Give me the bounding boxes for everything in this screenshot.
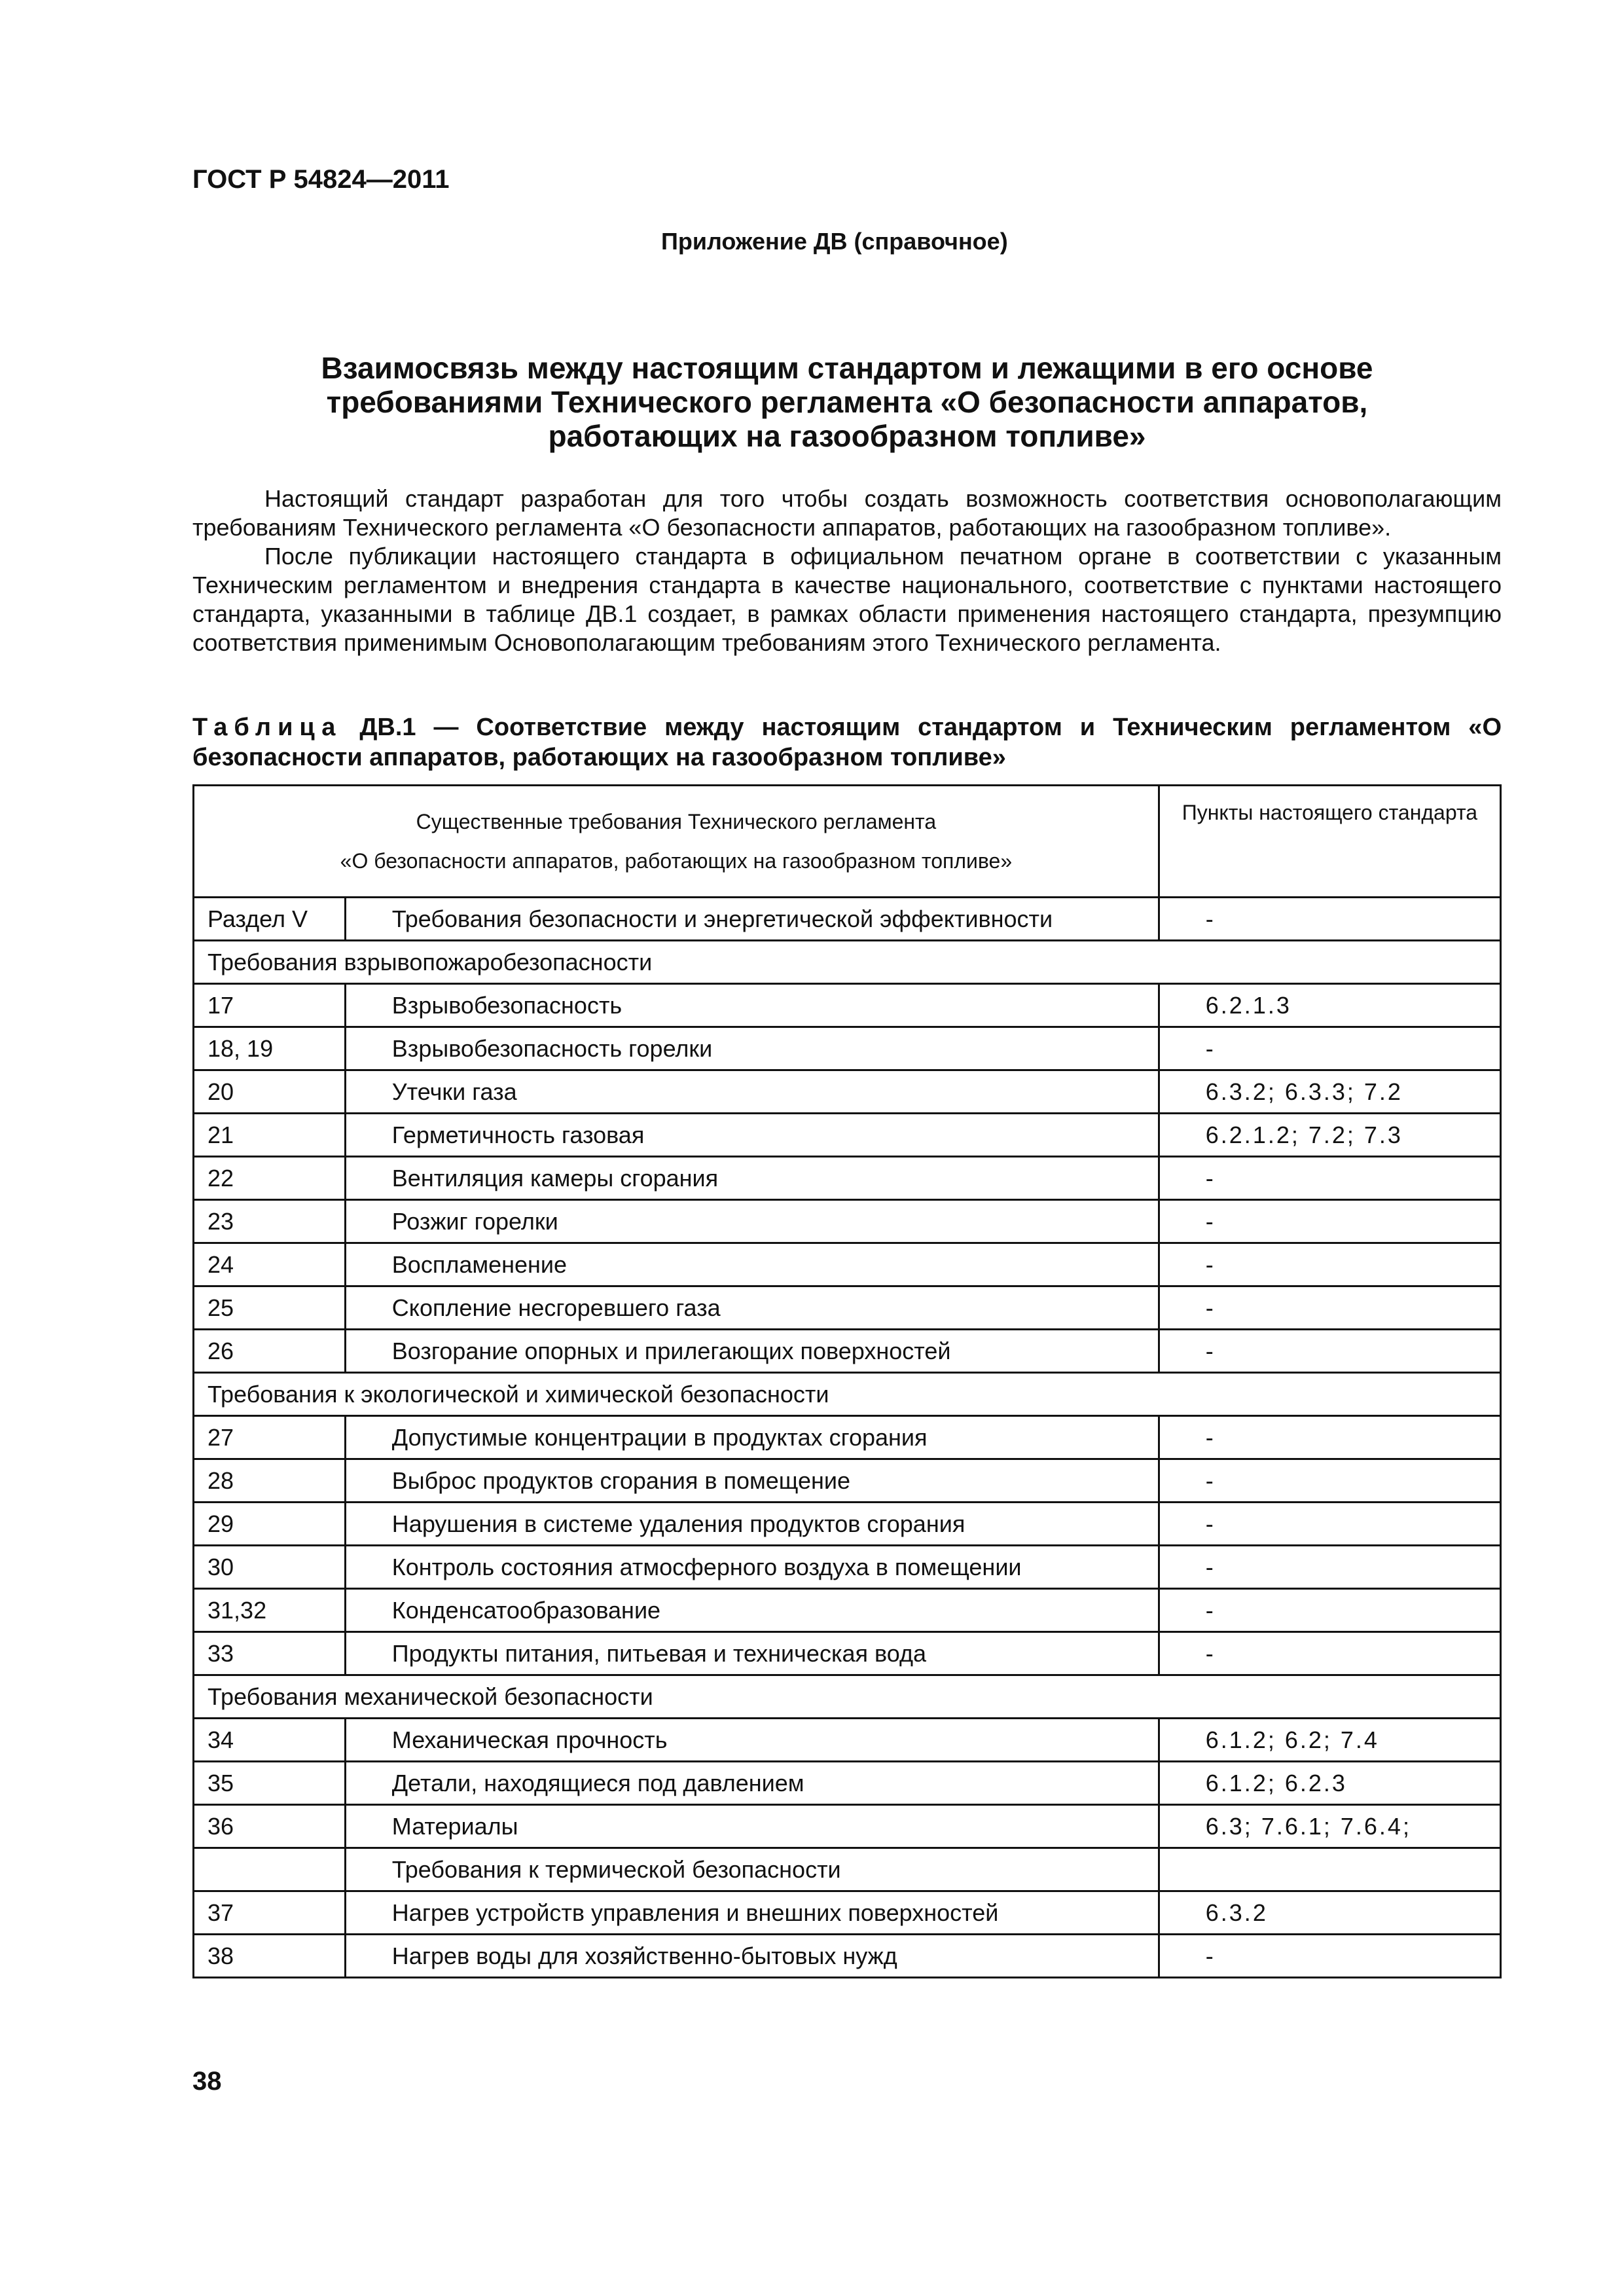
cell-points: - — [1159, 1027, 1500, 1070]
cell-points: 6.2.1.2; 7.2; 7.3 — [1159, 1114, 1500, 1157]
cell-name: Материалы — [345, 1805, 1159, 1848]
cell-num: 28 — [194, 1459, 346, 1503]
cell-num: 21 — [194, 1114, 346, 1157]
cell-num: 33 — [194, 1632, 346, 1675]
cell-name: Детали, находящиеся под давлением — [345, 1762, 1159, 1805]
table-caption — [192, 712, 1502, 773]
cell-num: 24 — [194, 1243, 346, 1286]
cell-name: Конденсатообразование — [345, 1589, 1159, 1632]
cell-num: Раздел V — [194, 898, 346, 941]
cell-points: - — [1159, 1200, 1500, 1243]
title-line: Взаимосвязь между настоящим стандартом и лежащими в его основе — [321, 351, 1373, 385]
cell-points — [1159, 1848, 1500, 1891]
table-row — [194, 1027, 1501, 1070]
title-line: работающих на газообразном топливе» — [548, 419, 1146, 453]
cell-name: Выброс продуктов сгорания в помещение — [345, 1459, 1159, 1503]
table-row — [194, 1459, 1501, 1503]
cell-num: 31,32 — [194, 1589, 346, 1632]
cell-num: 29 — [194, 1503, 346, 1546]
cell-points: - — [1159, 1935, 1500, 1978]
cell-num: 35 — [194, 1762, 346, 1805]
cell-num: 22 — [194, 1157, 346, 1200]
cell-points: - — [1159, 1632, 1500, 1675]
cell-name: Утечки газа — [345, 1070, 1159, 1114]
cell-points: - — [1159, 1286, 1500, 1330]
cell-points: 6.1.2; 6.2; 7.4 — [1159, 1719, 1500, 1762]
cell-num: 30 — [194, 1546, 346, 1589]
appendix-label: Приложение ДВ (справочное) — [661, 228, 1008, 255]
table-row — [194, 1935, 1501, 1978]
cell-name: Механическая прочность — [345, 1719, 1159, 1762]
cell-num: 18, 19 — [194, 1027, 346, 1070]
cell-name: Герметичность газовая — [345, 1114, 1159, 1157]
group-row — [194, 941, 1501, 984]
table-row — [194, 1762, 1501, 1805]
cell-points: 6.2.1.3 — [1159, 984, 1500, 1027]
cell-num: 17 — [194, 984, 346, 1027]
table-row — [194, 1891, 1501, 1935]
title-line: требованиями Технического регламента «О безопасности аппаратов, — [326, 385, 1368, 419]
page-number: 38 — [192, 2067, 222, 2096]
group-row — [194, 1373, 1501, 1416]
table-caption-label: Таблица — [192, 714, 342, 741]
cell-num: 20 — [194, 1070, 346, 1114]
cell-points: - — [1159, 1416, 1500, 1459]
publication-paragraph: После публикации настоящего стандарта в официальном печатном органе в соответствии с указанным Техническим регламентом и внедрения стандарта в качестве национального, соответствие с пунктами настоящего стандарта, указанными в таблице ДВ.1 создает, в рамках области применения настоящего стандарта, презумпцию соответствия применимым Основополагающим требованиям этого Технического регламента. — [192, 543, 1502, 656]
header-line: «О безопасности аппаратов, работающих на газообразном топливе» — [340, 849, 1013, 873]
table-row — [194, 1330, 1501, 1373]
header-requirements — [194, 786, 1159, 898]
intro-paragraph: Настоящий стандарт разработан для того чтобы создать возможность соответствия основополагающим требованиям Технического регламента «О безопасности аппаратов, работающих на газообразном топливе». — [192, 485, 1502, 541]
cell-name: Требования безопасности и энергетической эффективности — [345, 898, 1159, 941]
table-row — [194, 1719, 1501, 1762]
table-row — [194, 984, 1501, 1027]
page-title — [192, 351, 1502, 453]
table-row — [194, 1114, 1501, 1157]
cell-num: 27 — [194, 1416, 346, 1459]
header-line: Существенные требования Технического регламента — [416, 810, 937, 833]
table-row — [194, 1200, 1501, 1243]
table-header-row — [194, 786, 1501, 898]
header-points: Пункты настоящего стандарта — [1159, 786, 1500, 898]
group-heading: Требования взрывопожаробезопасности — [194, 941, 1501, 984]
table-row — [194, 1503, 1501, 1546]
cell-points: - — [1159, 1589, 1500, 1632]
cell-name: Взрывобезопасность — [345, 984, 1159, 1027]
cell-name: Допустимые концентрации в продуктах сгорания — [345, 1416, 1159, 1459]
cell-num: 37 — [194, 1891, 346, 1935]
cell-num: 36 — [194, 1805, 346, 1848]
table-row — [194, 1589, 1501, 1632]
table-row — [194, 1416, 1501, 1459]
document-code: ГОСТ Р 54824—2011 — [192, 165, 450, 194]
cell-points: - — [1159, 1330, 1500, 1373]
cell-points: 6.3.2 — [1159, 1891, 1500, 1935]
table-row — [194, 898, 1501, 941]
cell-points: 6.1.2; 6.2.3 — [1159, 1762, 1500, 1805]
cell-name: Нагрев воды для хозяйственно-бытовых нужд — [345, 1935, 1159, 1978]
cell-num: 34 — [194, 1719, 346, 1762]
table-row — [194, 1157, 1501, 1200]
cell-name: Вентиляция камеры сгорания — [345, 1157, 1159, 1200]
cell-name: Возгорание опорных и прилегающих поверхностей — [345, 1330, 1159, 1373]
cell-name: Воспламенение — [345, 1243, 1159, 1286]
group-heading: Требования к термической безопасности — [345, 1848, 1159, 1891]
cell-name: Продукты питания, питьевая и техническая вода — [345, 1632, 1159, 1675]
cell-points: - — [1159, 898, 1500, 941]
cell-num: 23 — [194, 1200, 346, 1243]
cell-num: 25 — [194, 1286, 346, 1330]
table-row — [194, 1632, 1501, 1675]
group-row — [194, 1848, 1501, 1891]
cell-name: Скопление несгоревшего газа — [345, 1286, 1159, 1330]
cell-name: Взрывобезопасность горелки — [345, 1027, 1159, 1070]
table-row — [194, 1805, 1501, 1848]
group-heading: Требования к экологической и химической безопасности — [194, 1373, 1501, 1416]
cell-num: 38 — [194, 1935, 346, 1978]
cell-points: - — [1159, 1243, 1500, 1286]
group-row — [194, 1675, 1501, 1719]
cell-points: - — [1159, 1157, 1500, 1200]
cell-name: Нагрев устройств управления и внешних поверхностей — [345, 1891, 1159, 1935]
cell-name: Нарушения в системе удаления продуктов сгорания — [345, 1503, 1159, 1546]
table-row — [194, 1546, 1501, 1589]
table-caption-text: ДВ.1 — Соответствие между настоящим стандартом и Техническим регламентом «О безопасности аппаратов, работающих на газообразном топливе» — [192, 714, 1502, 771]
cell-points: 6.3; 7.6.1; 7.6.4; — [1159, 1805, 1500, 1848]
correspondence-table — [192, 784, 1502, 1978]
cell-points: - — [1159, 1546, 1500, 1589]
group-heading: Требования механической безопасности — [194, 1675, 1501, 1719]
cell-points: - — [1159, 1459, 1500, 1503]
cell-num — [194, 1848, 346, 1891]
cell-points: 6.3.2; 6.3.3; 7.2 — [1159, 1070, 1500, 1114]
cell-name: Розжиг горелки — [345, 1200, 1159, 1243]
table-row — [194, 1243, 1501, 1286]
cell-num: 26 — [194, 1330, 346, 1373]
table-row — [194, 1070, 1501, 1114]
cell-name: Контроль состояния атмосферного воздуха в помещении — [345, 1546, 1159, 1589]
table-row — [194, 1286, 1501, 1330]
cell-points: - — [1159, 1503, 1500, 1546]
